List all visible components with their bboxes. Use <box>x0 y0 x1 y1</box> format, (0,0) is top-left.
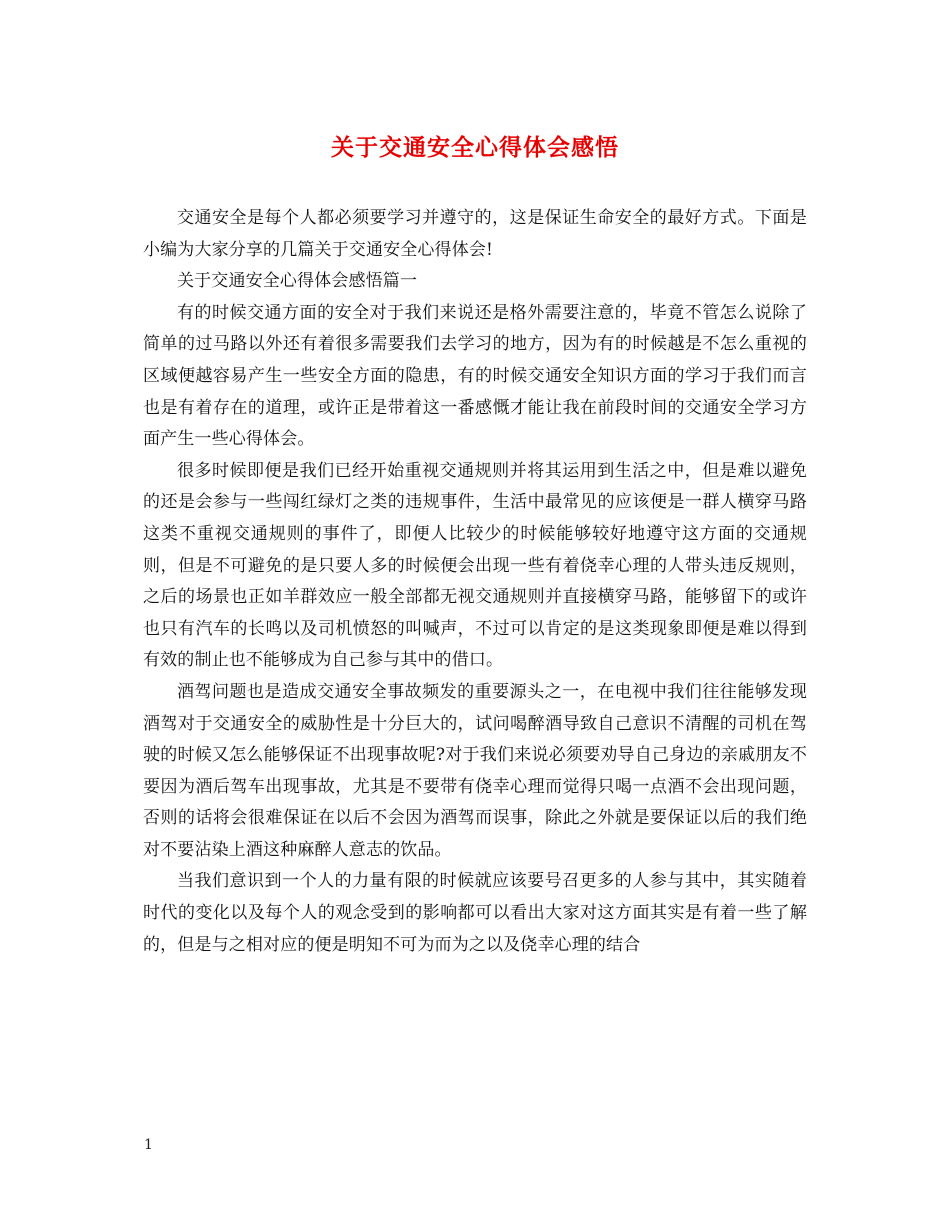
paragraph-1: 有的时候交通方面的安全对于我们来说还是格外需要注意的，毕竟不管怎么说除了简单的过马路以外还有着很多需要我们去学习的地方，因为有的时候越是不怎么重视的区域便越容易产生一些安全方面的隐患，有的时候交通安全知识方面的学习于我们而言也是有着存在的道理，或许正是带着这一番感慨才能让我在前段时间的交通安全学习方面产生一些心得体会。 <box>143 302 807 450</box>
paragraph-2: 很多时候即便是我们已经开始重视交通规则并将其运用到生活之中，但是难以避免的还是会参与一些闯红绿灯之类的违规事件，生活中最常见的应该便是一群人横穿马路这类不重视交通规则的事件了，即便人比较少的时候能够较好地遵守这方面的交通规则，但是不可避免的是只要人多的时候便会出现一些有着侥幸心理的人带头违反规则，之后的场景也正如羊群效应一般全部都无视交通规则并直接横穿马路，能够留下的或许也只有汽车的长鸣以及司机愤怒的叫喊声，不过可以肯定的是这类现象即便是难以得到有效的制止也不能够成为自己参与其中的借口。 <box>143 460 807 671</box>
document-title: 关于交通安全心得体会感悟 <box>331 134 619 161</box>
section-heading: 关于交通安全心得体会感悟篇一 <box>177 271 418 292</box>
intro-paragraph: 交通安全是每个人都必须要学习并遵守的，这是保证生命安全的最好方式。下面是小编为大家分享的几篇关于交通安全心得体会! <box>143 208 807 260</box>
page-number: 1 <box>144 1137 153 1153</box>
paragraph-4: 当我们意识到一个人的力量有限的时候就应该要号召更多的人参与其中，其实随着时代的变化以及每个人的观念受到的影响都可以看出大家对这方面其实是有着一些了解的，但是与之相对应的便是明知不可为而为之以及侥幸心理的结合 <box>143 871 807 955</box>
document-body <box>143 203 807 961</box>
paragraph-3: 酒驾问题也是造成交通安全事故频发的重要源头之一，在电视中我们往往能够发现酒驾对于交通安全的威胁性是十分巨大的，试问喝醉酒导致自己意识不清醒的司机在驾驶的时候又怎么能够保证不出现事故呢?对于我们来说必须要劝导自己身边的亲戚朋友不要因为酒后驾车出现事故，尤其是不要带有侥幸心理而觉得只喝一点酒不会出现问题，否则的话将会很难保证在以后不会因为酒驾而误事，除此之外就是要保证以后的我们绝对不要沾染上酒这种麻醉人意志的饮品。 <box>143 681 807 860</box>
